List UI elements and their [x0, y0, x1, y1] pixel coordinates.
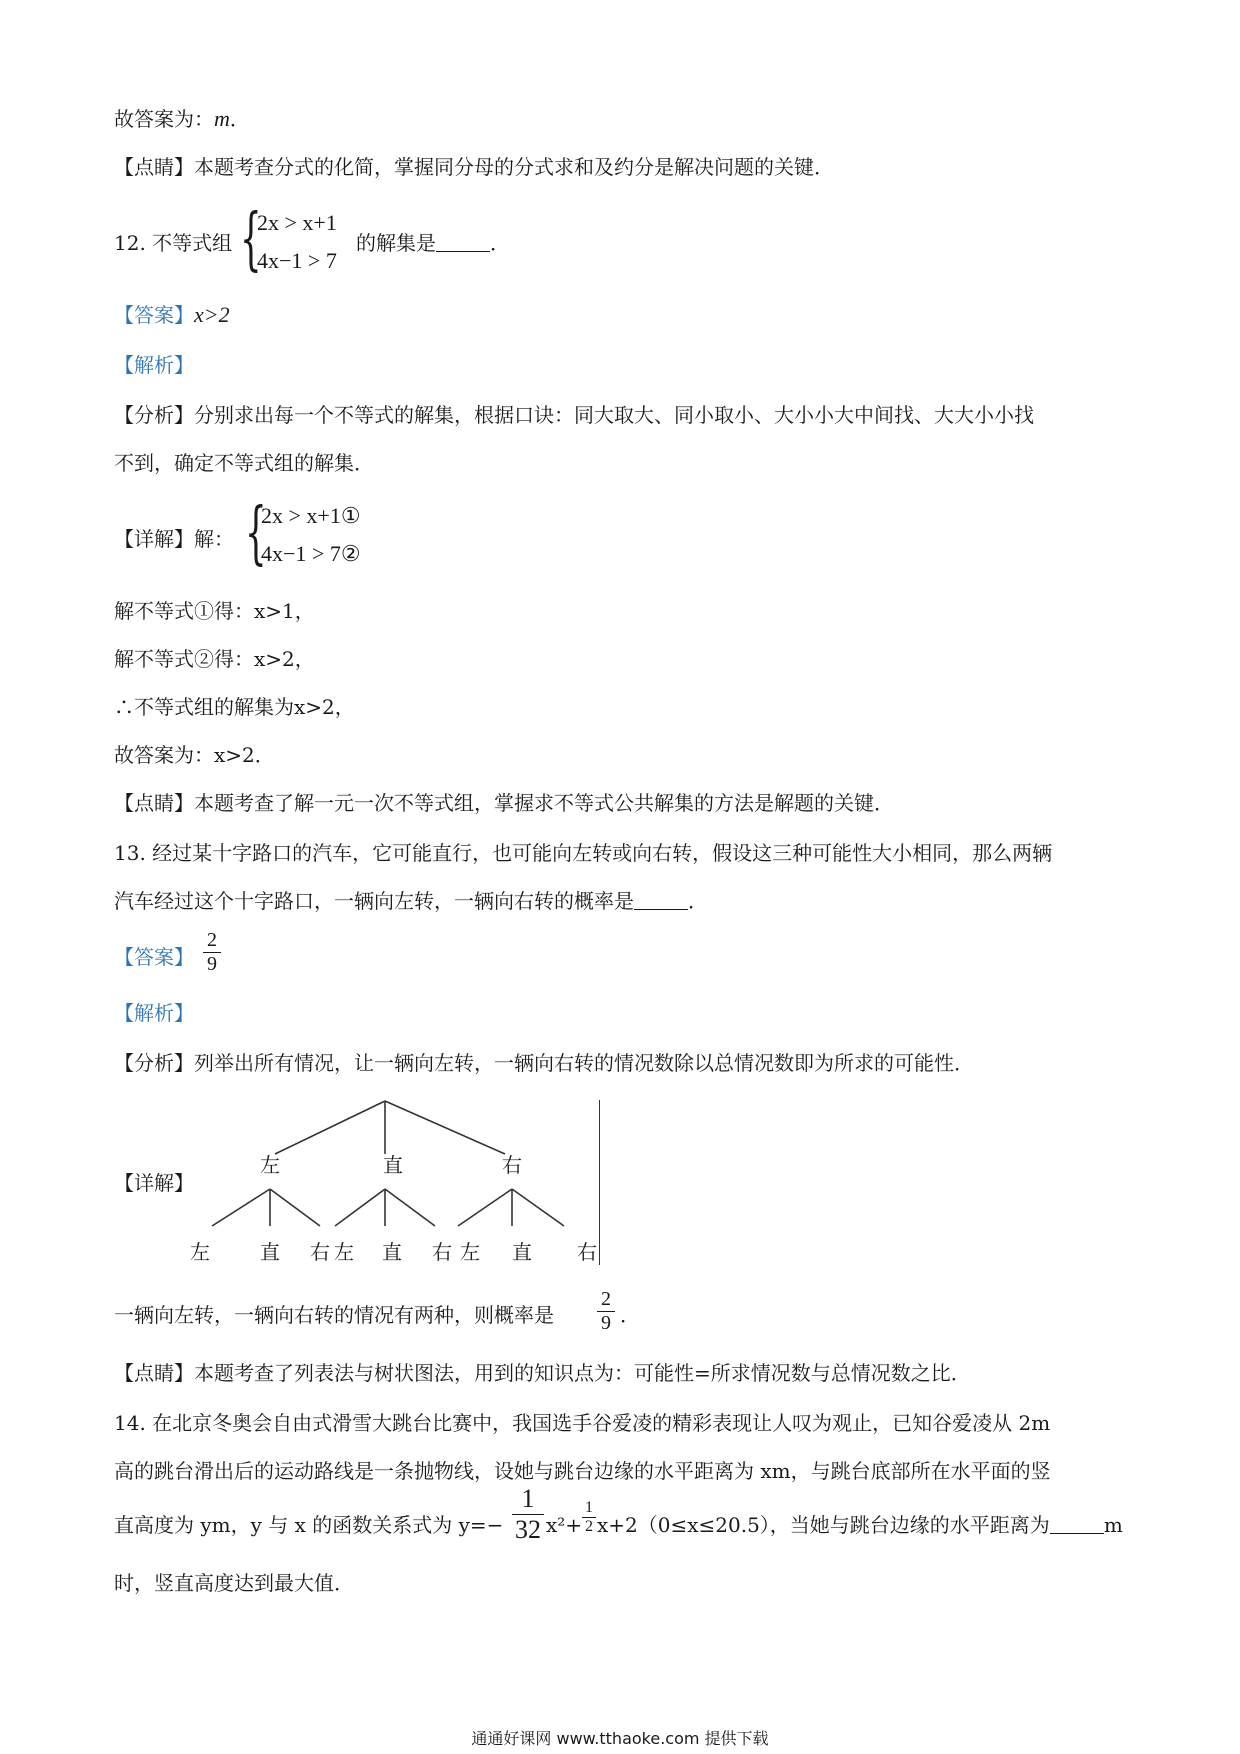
tree-node-l2: 左	[460, 1240, 480, 1264]
q14-stem-1: 14. 在北京冬奥会自由式滑雪大跳台比赛中，我国选手谷爱凌的精彩表现让人叹为观止，已知谷爱凌从 2m	[114, 1411, 1051, 1435]
brace-icon: {	[240, 200, 262, 280]
q13-stem-1: 13. 经过某十字路口的汽车，它可能直行，也可能向左转或向右转，假设这三种可能性大小相同，那么两辆	[114, 841, 1053, 865]
tree-edge	[385, 1189, 435, 1226]
q14-fraction-1	[512, 1484, 544, 1545]
q12-step-2: 解不等式②得：x>2，	[114, 647, 315, 671]
q12-stem-prefix: 12. 不等式组	[114, 231, 233, 255]
answer-tag: 【答案】	[114, 945, 194, 969]
q12-detail-ineq-1: 2x > x+1①	[261, 503, 361, 528]
q13-analysis-tag: 【解析】	[114, 1001, 194, 1025]
q12-analysis-1: 【分析】分别求出每一个不等式的解集，根据口诀：同大取大、同小取小、大小小大中间找、大大小小找	[114, 403, 1034, 427]
q12-analysis-tag: 【解析】	[114, 353, 194, 377]
prev-answer-line: 故答案为：m．	[114, 106, 250, 131]
tree-node-l2: 直	[382, 1240, 402, 1264]
tree-edge	[385, 1101, 505, 1154]
q12-answer-value: x>2	[194, 302, 230, 327]
numerator: 1	[521, 1484, 535, 1513]
q12-detail-prefix: 【详解】解：	[114, 527, 234, 551]
q13-analysis: 【分析】列举出所有情况，让一辆向左转，一辆向右转的情况数除以总情况数即为所求的可能性．	[114, 1051, 974, 1075]
answer-blank	[436, 233, 490, 252]
tree-diagram	[190, 1096, 610, 1266]
tree-node-l2: 右	[432, 1240, 452, 1264]
answer-blank	[1050, 1515, 1104, 1534]
numerator: 1	[585, 1499, 593, 1516]
q14-stem-2: 高的跳台滑出后的运动路线是一条抛物线，设她与跳台边缘的水平距离为 xm，与跳台底部所在水平面的竖	[114, 1459, 1051, 1483]
tree-node-l2: 左	[334, 1240, 354, 1264]
q12-ineq-1: 2x > x+1	[257, 210, 337, 235]
q14-stem-3c: x+2（0≤x≤20.5），当她与跳台边缘的水平距离为 m	[597, 1513, 1123, 1537]
q14-stem-3a: 直高度为 ym，y 与 x 的函数关系式为 y=−	[114, 1513, 504, 1537]
denominator: 32	[512, 1514, 544, 1545]
q13-answer-fraction	[203, 929, 221, 976]
tree-edge	[458, 1189, 512, 1226]
q12-comment: 【点睛】本题考查了解一元一次不等式组，掌握求不等式公共解集的方法是解题的关键．	[114, 791, 894, 815]
tree-node-l2: 左	[190, 1240, 210, 1264]
q12-answer	[114, 302, 230, 328]
denominator: 9	[203, 952, 221, 976]
tree-edge	[512, 1189, 564, 1226]
q12-step-4: 故答案为：x>2．	[114, 743, 275, 767]
q14-stem-3b: x²+	[546, 1513, 583, 1537]
answer-value: m	[214, 106, 230, 131]
numerator: 2	[601, 1288, 611, 1310]
numerator: 2	[207, 929, 217, 951]
denominator: 2	[582, 1517, 596, 1536]
page-footer: 通通好课网 www.tthaoke.com 提供下载	[471, 1729, 769, 1748]
prev-comment: 【点睛】本题考查分式的化简，掌握同分母的分式求和及约分是解决问题的关键．	[114, 155, 834, 179]
q13-result-end: ．	[620, 1303, 640, 1327]
tree-edge	[270, 1189, 320, 1226]
q13-comment: 【点睛】本题考查了列表法与树状图法，用到的知识点为：可能性=所求情况数与总情况数之比．	[114, 1361, 971, 1385]
q13-result: 一辆向左转，一辆向右转的情况有两种，则概率是	[114, 1303, 554, 1327]
q14-fraction-2	[582, 1499, 596, 1536]
q14-stem-4: 时，竖直高度达到最大值．	[114, 1571, 354, 1595]
q12-step-3: ∴不等式组的解集为x>2，	[114, 695, 355, 719]
tree-node-l1: 右	[502, 1153, 522, 1177]
q12-stem-suffix: 的解集是 ．	[356, 231, 510, 255]
tree-edge	[212, 1189, 270, 1226]
tree-node-l1: 左	[260, 1153, 280, 1177]
q12-ineq-2: 4x−1 > 7	[257, 248, 337, 273]
q12-detail-ineq-2: 4x−1 > 7②	[261, 541, 361, 566]
tree-node-l2: 右	[310, 1240, 330, 1264]
tree-node-l2: 直	[260, 1240, 280, 1264]
tree-node-l1: 直	[383, 1153, 403, 1177]
q13-detail-tag: 【详解】	[114, 1171, 194, 1195]
tree-edge	[335, 1189, 385, 1226]
denominator: 9	[597, 1311, 615, 1335]
q12-step-1: 解不等式①得：x>1，	[114, 599, 315, 623]
image-border-line	[599, 1100, 600, 1265]
answer-blank	[634, 891, 688, 910]
answer-tag: 【答案】	[114, 303, 194, 327]
q13-result-fraction	[597, 1288, 615, 1335]
tree-node-l2: 直	[512, 1240, 532, 1264]
q13-answer	[114, 944, 194, 970]
tree-node-l2: 右	[577, 1240, 597, 1264]
q12-analysis-2: 不到，确定不等式组的解集．	[114, 451, 374, 475]
tree-edge	[275, 1101, 385, 1154]
q13-stem-2: 汽车经过这个十字路口，一辆向左转，一辆向右转的概率是 ．	[114, 889, 708, 913]
brace-icon: {	[245, 494, 267, 574]
